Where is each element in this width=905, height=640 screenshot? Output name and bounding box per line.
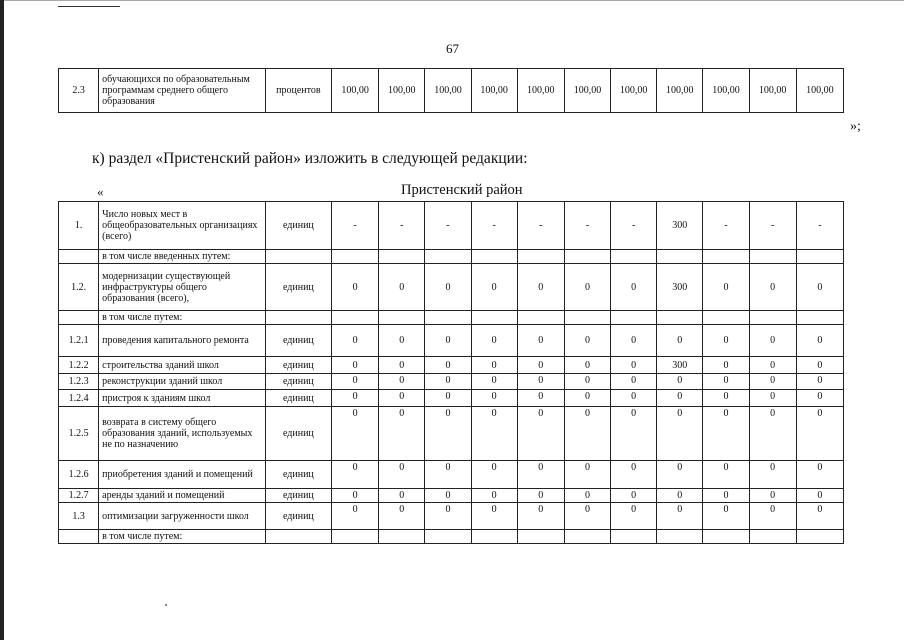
row-unit: единиц bbox=[265, 461, 331, 489]
value-cell: 0 bbox=[564, 407, 610, 461]
row-name: оптимизации загруженности школ bbox=[99, 503, 266, 530]
value-empty bbox=[379, 250, 425, 264]
row-name: аренды зданий и помещений bbox=[99, 489, 266, 503]
row-name: пристроя к зданиям школ bbox=[99, 390, 266, 407]
opening-quote: « bbox=[97, 184, 104, 199]
row-name: обучающихся по образовательным программам среднего общего образования bbox=[99, 69, 266, 113]
value-cell: 0 bbox=[657, 461, 703, 489]
value-empty bbox=[749, 530, 796, 544]
value-cell: 0 bbox=[703, 503, 749, 530]
row-name: проведения капитального ремонта bbox=[99, 325, 266, 357]
value-empty bbox=[611, 530, 657, 544]
value-cell: 0 bbox=[425, 374, 471, 390]
value-cell: 0 bbox=[564, 264, 610, 311]
value-empty bbox=[517, 530, 564, 544]
row-unit: единиц bbox=[265, 357, 331, 374]
value-cell: 0 bbox=[471, 461, 517, 489]
value-cell: 0 bbox=[657, 407, 703, 461]
value-cell: 0 bbox=[379, 374, 425, 390]
value-cell: 0 bbox=[796, 325, 843, 357]
value-cell: 100,00 bbox=[471, 69, 517, 113]
value-cell: 0 bbox=[332, 325, 379, 357]
value-cell: 0 bbox=[471, 489, 517, 503]
row-number: 1.2.4 bbox=[59, 390, 99, 407]
value-cell: 0 bbox=[379, 489, 425, 503]
value-empty bbox=[749, 311, 796, 325]
table-row bbox=[59, 390, 844, 407]
value-cell: 0 bbox=[657, 503, 703, 530]
value-cell: 0 bbox=[749, 390, 796, 407]
row-number: 1.3 bbox=[59, 503, 99, 530]
page-number: 67 bbox=[446, 41, 459, 56]
table-row bbox=[59, 69, 844, 113]
value-cell: 0 bbox=[564, 461, 610, 489]
table-row bbox=[59, 407, 844, 461]
row-name: приобретения зданий и помещений bbox=[99, 461, 266, 489]
value-cell: 0 bbox=[749, 503, 796, 530]
value-empty bbox=[517, 311, 564, 325]
value-cell: 0 bbox=[471, 390, 517, 407]
value-cell: 0 bbox=[379, 390, 425, 407]
value-cell: 0 bbox=[564, 503, 610, 530]
row-name: модернизации существующей инфраструктуры общего образования (всего), bbox=[99, 264, 266, 311]
value-empty bbox=[611, 250, 657, 264]
value-cell: - bbox=[564, 202, 610, 250]
value-empty bbox=[611, 311, 657, 325]
value-cell: 0 bbox=[749, 407, 796, 461]
value-cell: 0 bbox=[517, 264, 564, 311]
value-cell: - bbox=[749, 202, 796, 250]
row-number: 1.2.2 bbox=[59, 357, 99, 374]
row-unit: единиц bbox=[265, 503, 331, 530]
value-empty bbox=[517, 250, 564, 264]
value-cell: 0 bbox=[796, 390, 843, 407]
value-cell: 0 bbox=[517, 503, 564, 530]
value-empty bbox=[657, 250, 703, 264]
scan-speck bbox=[165, 604, 167, 606]
value-cell: 0 bbox=[332, 407, 379, 461]
value-cell: 0 bbox=[425, 390, 471, 407]
row-number: 2.3 bbox=[59, 69, 99, 113]
unit-empty bbox=[265, 250, 331, 264]
value-cell: - bbox=[611, 202, 657, 250]
subheader-row bbox=[59, 311, 844, 325]
value-cell: - bbox=[332, 202, 379, 250]
value-cell: 0 bbox=[332, 390, 379, 407]
value-cell: 0 bbox=[703, 374, 749, 390]
row-unit: процентов bbox=[265, 69, 331, 113]
row-unit: единиц bbox=[265, 489, 331, 503]
value-cell: 0 bbox=[471, 325, 517, 357]
value-cell: - bbox=[517, 202, 564, 250]
value-empty bbox=[796, 250, 843, 264]
instruction-text: к) раздел «Пристенский район» изложить в следующей редакции: bbox=[92, 150, 528, 167]
previous-section-table bbox=[58, 68, 844, 113]
value-cell: 0 bbox=[517, 357, 564, 374]
value-cell: 0 bbox=[611, 461, 657, 489]
value-cell: 0 bbox=[611, 325, 657, 357]
value-cell: 0 bbox=[703, 264, 749, 311]
value-empty bbox=[379, 311, 425, 325]
table-row bbox=[59, 489, 844, 503]
value-empty bbox=[749, 250, 796, 264]
value-cell: 0 bbox=[564, 325, 610, 357]
value-cell: 0 bbox=[611, 407, 657, 461]
table-row bbox=[59, 503, 844, 530]
row-number: 1.2.6 bbox=[59, 461, 99, 489]
page-top-edge bbox=[4, 0, 904, 1]
table-row bbox=[59, 264, 844, 311]
value-cell: 0 bbox=[332, 357, 379, 374]
value-cell: 0 bbox=[749, 357, 796, 374]
value-cell: 0 bbox=[471, 264, 517, 311]
value-cell: 0 bbox=[796, 264, 843, 311]
value-cell: 0 bbox=[471, 357, 517, 374]
value-cell: 0 bbox=[749, 461, 796, 489]
district-table bbox=[58, 201, 844, 544]
value-cell: 0 bbox=[379, 407, 425, 461]
row-unit: единиц bbox=[265, 407, 331, 461]
value-empty bbox=[703, 311, 749, 325]
table-row bbox=[59, 325, 844, 357]
value-cell: 0 bbox=[703, 461, 749, 489]
row-number-empty bbox=[59, 311, 99, 325]
value-cell: 0 bbox=[703, 325, 749, 357]
subheader-row bbox=[59, 530, 844, 544]
value-cell: 0 bbox=[657, 390, 703, 407]
value-empty bbox=[471, 250, 517, 264]
value-cell: 100,00 bbox=[379, 69, 425, 113]
value-cell: 0 bbox=[425, 503, 471, 530]
value-cell: 0 bbox=[611, 357, 657, 374]
value-cell: 0 bbox=[517, 390, 564, 407]
value-cell: 0 bbox=[564, 390, 610, 407]
value-empty bbox=[471, 530, 517, 544]
value-cell: 0 bbox=[517, 325, 564, 357]
table-row bbox=[59, 461, 844, 489]
value-cell: - bbox=[379, 202, 425, 250]
value-cell: 0 bbox=[796, 503, 843, 530]
value-cell: 0 bbox=[611, 374, 657, 390]
value-cell: 100,00 bbox=[517, 69, 564, 113]
value-empty bbox=[657, 311, 703, 325]
value-cell: 0 bbox=[425, 357, 471, 374]
value-cell: 0 bbox=[796, 461, 843, 489]
value-cell: 0 bbox=[425, 264, 471, 311]
value-cell: 0 bbox=[332, 264, 379, 311]
value-empty bbox=[332, 311, 379, 325]
value-cell: 0 bbox=[379, 357, 425, 374]
value-cell: 300 bbox=[657, 202, 703, 250]
value-empty bbox=[471, 311, 517, 325]
value-cell: 0 bbox=[425, 489, 471, 503]
value-cell: 0 bbox=[703, 357, 749, 374]
value-empty bbox=[703, 250, 749, 264]
value-cell: 0 bbox=[425, 461, 471, 489]
value-cell: 0 bbox=[564, 374, 610, 390]
value-cell: 100,00 bbox=[611, 69, 657, 113]
district-title: Пристенский район bbox=[401, 182, 523, 198]
value-cell: 0 bbox=[703, 407, 749, 461]
value-cell: 100,00 bbox=[796, 69, 843, 113]
value-cell: 0 bbox=[425, 407, 471, 461]
row-number: 1.2.5 bbox=[59, 407, 99, 461]
unit-empty bbox=[265, 530, 331, 544]
value-empty bbox=[703, 530, 749, 544]
closing-quote: »; bbox=[850, 119, 861, 134]
value-cell: - bbox=[703, 202, 749, 250]
row-number: 1.2.1 bbox=[59, 325, 99, 357]
row-name: строительства зданий школ bbox=[99, 357, 266, 374]
value-cell: 0 bbox=[749, 374, 796, 390]
value-cell: 0 bbox=[611, 489, 657, 503]
table-row bbox=[59, 357, 844, 374]
value-cell: 0 bbox=[332, 374, 379, 390]
value-cell: 0 bbox=[517, 374, 564, 390]
value-cell: 0 bbox=[564, 489, 610, 503]
value-cell: 0 bbox=[611, 503, 657, 530]
value-cell: - bbox=[425, 202, 471, 250]
subheader-label: в том числе путем: bbox=[99, 530, 266, 544]
value-cell: - bbox=[471, 202, 517, 250]
value-empty bbox=[564, 311, 610, 325]
value-cell: 0 bbox=[749, 264, 796, 311]
value-cell: 0 bbox=[749, 325, 796, 357]
row-unit: единиц bbox=[265, 264, 331, 311]
value-empty bbox=[425, 250, 471, 264]
value-cell: 0 bbox=[796, 489, 843, 503]
row-number: 1.2.3 bbox=[59, 374, 99, 390]
row-name: реконструкции зданий школ bbox=[99, 374, 266, 390]
value-cell: 0 bbox=[611, 390, 657, 407]
subheader-label: в том числе введенных путем: bbox=[99, 250, 266, 264]
value-cell: 300 bbox=[657, 264, 703, 311]
value-cell: 100,00 bbox=[749, 69, 796, 113]
value-empty bbox=[425, 311, 471, 325]
page-left-edge bbox=[0, 0, 4, 640]
value-cell: 0 bbox=[611, 264, 657, 311]
value-empty bbox=[657, 530, 703, 544]
value-empty bbox=[796, 311, 843, 325]
value-cell: 0 bbox=[703, 390, 749, 407]
value-empty bbox=[425, 530, 471, 544]
row-number: 1.2.7 bbox=[59, 489, 99, 503]
value-cell: 0 bbox=[379, 503, 425, 530]
value-cell: 0 bbox=[796, 407, 843, 461]
value-empty bbox=[332, 250, 379, 264]
value-cell: 300 bbox=[657, 357, 703, 374]
row-unit: единиц bbox=[265, 374, 331, 390]
value-cell: 0 bbox=[471, 374, 517, 390]
row-unit: единиц bbox=[265, 390, 331, 407]
value-cell: 0 bbox=[379, 325, 425, 357]
row-number-empty bbox=[59, 530, 99, 544]
row-number: 1.2. bbox=[59, 264, 99, 311]
value-cell: 0 bbox=[796, 357, 843, 374]
value-cell: 100,00 bbox=[425, 69, 471, 113]
value-cell: 0 bbox=[749, 489, 796, 503]
row-number: 1. bbox=[59, 202, 99, 250]
value-cell: 100,00 bbox=[703, 69, 749, 113]
value-cell: 0 bbox=[564, 357, 610, 374]
value-cell: 100,00 bbox=[332, 69, 379, 113]
row-number-empty bbox=[59, 250, 99, 264]
value-cell: 0 bbox=[657, 489, 703, 503]
subheader-label: в том числе путем: bbox=[99, 311, 266, 325]
row-unit: единиц bbox=[265, 325, 331, 357]
subheader-row bbox=[59, 250, 844, 264]
value-cell: 0 bbox=[379, 264, 425, 311]
value-cell: 0 bbox=[332, 503, 379, 530]
value-empty bbox=[796, 530, 843, 544]
value-empty bbox=[564, 250, 610, 264]
value-empty bbox=[379, 530, 425, 544]
value-cell: 0 bbox=[657, 374, 703, 390]
value-cell: 0 bbox=[517, 407, 564, 461]
value-cell: 0 bbox=[517, 461, 564, 489]
value-cell: 0 bbox=[332, 489, 379, 503]
value-cell: 100,00 bbox=[564, 69, 610, 113]
value-cell: 0 bbox=[703, 489, 749, 503]
row-name: возврата в систему общего образования зданий, используемых не по назначению bbox=[99, 407, 266, 461]
unit-empty bbox=[265, 311, 331, 325]
row-unit: единиц bbox=[265, 202, 331, 250]
value-cell: 0 bbox=[471, 407, 517, 461]
value-cell: 0 bbox=[425, 325, 471, 357]
value-empty bbox=[332, 530, 379, 544]
value-cell: 0 bbox=[332, 461, 379, 489]
value-cell: 0 bbox=[517, 489, 564, 503]
value-cell: - bbox=[796, 202, 843, 250]
value-empty bbox=[564, 530, 610, 544]
value-cell: 0 bbox=[379, 461, 425, 489]
row-name: Число новых мест в общеобразовательных организациях (всего) bbox=[99, 202, 266, 250]
value-cell: 100,00 bbox=[657, 69, 703, 113]
table-row bbox=[59, 374, 844, 390]
value-cell: 0 bbox=[471, 503, 517, 530]
value-cell: 0 bbox=[796, 374, 843, 390]
value-cell: 0 bbox=[657, 325, 703, 357]
scan-mark bbox=[58, 6, 120, 7]
table-row bbox=[59, 202, 844, 250]
